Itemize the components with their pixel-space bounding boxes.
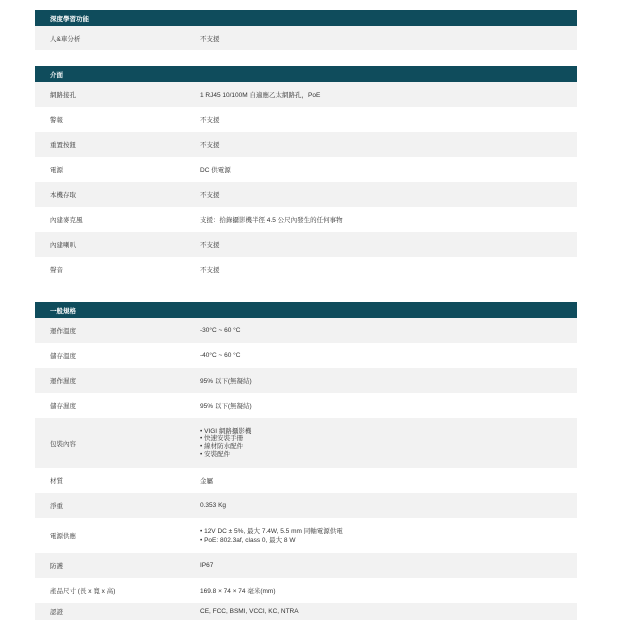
spec-row-local-storage (35, 182, 577, 207)
spec-value: 0.353 Kg (200, 502, 227, 509)
spec-value: -30°C ~ 60 °C (200, 327, 241, 334)
spec-value: 1 RJ45 10/100M 自適應乙太網路孔，PoE (200, 92, 321, 99)
spec-label: 運作濕度 (50, 378, 76, 385)
spec-row-net-weight (35, 493, 577, 518)
spec-label: 電源 (50, 167, 63, 174)
spec-label: 重置按鈕 (50, 142, 76, 149)
spec-row-dimensions (35, 578, 577, 603)
spec-value: 不支援 (200, 267, 220, 274)
spec-value: 支援：拾錄攝影機半徑 4.5 公尺內發生的任何事物 (200, 217, 343, 224)
spec-label: 警報 (50, 117, 63, 124)
list-item: • 快速安裝手冊 (200, 435, 244, 443)
spec-row-power (35, 157, 577, 182)
spec-value: DC 供電源 (200, 167, 231, 174)
spec-label: 材質 (50, 478, 63, 485)
spec-label: 防護 (50, 563, 63, 570)
spec-table (35, 10, 577, 620)
list-item: • 線材防水配件 (200, 443, 244, 450)
spec-value: 169.8 × 74 × 74 毫米(mm) (200, 588, 276, 595)
spec-value: 不支援 (200, 192, 220, 199)
spec-label: 運作溫度 (50, 328, 76, 335)
spec-row-speaker (35, 232, 577, 257)
spec-row-network-port (35, 82, 577, 107)
spec-value: 金屬 (200, 478, 213, 485)
spec-label: 電源供應 (50, 533, 76, 540)
spec-label: 內建喇叭 (50, 242, 76, 249)
spec-label: 聲音 (50, 267, 63, 274)
list-item: • 安裝配件 (200, 450, 231, 458)
spec-value: 95% 以下(無凝結) (200, 378, 252, 385)
section-header-interface: 介面 (35, 66, 577, 82)
spec-row-operating-temp (35, 318, 577, 343)
spec-value: CE, FCC, BSMI, VCCI, KC, NTRA (200, 608, 299, 615)
spec-label: 包裝內容 (50, 440, 76, 448)
spec-row-human-vehicle (35, 26, 577, 50)
spec-row-certification (35, 603, 577, 620)
spec-value-list (200, 527, 577, 545)
spec-row-protection (35, 553, 577, 578)
spec-row-reset-button (35, 132, 577, 157)
spec-row-storage-humidity (35, 393, 577, 418)
spec-row-power-supply (35, 518, 577, 553)
spec-row-alarm (35, 107, 577, 132)
spec-label: 淨重 (50, 503, 63, 510)
spec-label: 本機存取 (50, 192, 76, 199)
list-item: • VIGI 網路攝影機 (200, 427, 252, 435)
section-gap (35, 282, 577, 302)
section-header-general-specs: 一般規格 (35, 302, 577, 318)
spec-row-storage-temp (35, 343, 577, 368)
spec-row-microphone (35, 207, 577, 232)
spec-value: 不支援 (200, 35, 220, 43)
spec-label: 產品尺寸 (長 x 寬 x 高) (50, 588, 116, 595)
spec-row-audio (35, 257, 577, 282)
list-item: • PoE: 802.3af, class 0, 最大 8 W (200, 536, 296, 544)
list-item: • 12V DC ± 5%, 最大 7.4W, 5.5 mm 同軸電源供電 (200, 527, 343, 535)
spec-value: 95% 以下(無凝結) (200, 403, 252, 410)
spec-label: 網路接孔 (50, 92, 76, 99)
spec-row-material (35, 468, 577, 493)
spec-value: 不支援 (200, 142, 220, 149)
spec-value: 不支援 (200, 117, 220, 124)
section-header-deep-learning: 深度學習功能 (35, 10, 577, 26)
spec-row-operating-humidity (35, 368, 577, 393)
spec-label: 儲存溫度 (50, 353, 76, 360)
spec-value: -40°C ~ 60 °C (200, 352, 241, 359)
spec-label: 內建麥克風 (50, 217, 83, 224)
spec-value: IP67 (200, 562, 214, 569)
spec-label: 認證 (50, 609, 63, 616)
spec-row-package-contents (35, 418, 577, 468)
section-gap (35, 50, 577, 66)
spec-label: 人&車分析 (50, 35, 81, 43)
spec-value-list (200, 428, 577, 459)
spec-value: 不支援 (200, 242, 220, 249)
spec-label: 儲存濕度 (50, 403, 76, 410)
